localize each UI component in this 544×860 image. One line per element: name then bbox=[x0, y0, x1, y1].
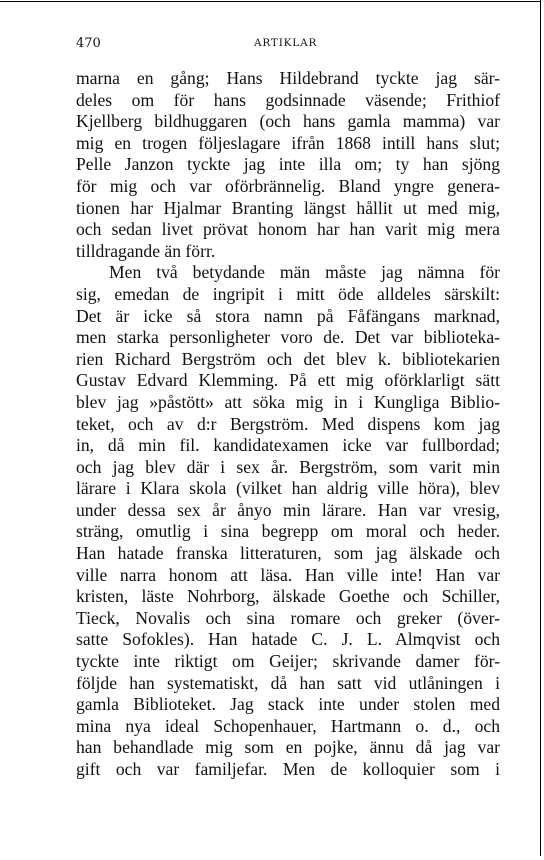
text-line: lärare i Klara skola (vilket han aldrig ville höra), blev bbox=[76, 478, 500, 499]
top-border-rule bbox=[0, 1, 541, 2]
text-line: in, då min fil. kandidatexamen icke var fullbordad; bbox=[76, 435, 500, 456]
text-line: gift och var familjefar. Men de kolloquier som i bbox=[76, 759, 500, 779]
text-line: följde han systematiskt, då han satt vid utlåningen i bbox=[76, 672, 500, 693]
text-line: Det är icke så stora namn på Fåfängans marknad, bbox=[76, 305, 500, 326]
text-line: under dessa sex år ånyo min lärare. Han var vresig, bbox=[76, 499, 500, 520]
text-line: mig en trogen följeslagare ifrån 1868 intill hans slut; bbox=[76, 132, 500, 153]
text-line: gamla Biblioteket. Jag stack inte under stolen med bbox=[76, 694, 500, 715]
paragraph-start-line: Men två betydande män måste jag nämna för bbox=[109, 262, 500, 283]
text-line: Kjellberg bildhuggaren (och hans gamla mamma) var bbox=[76, 111, 500, 132]
text-line: ville narra honom att läsa. Han ville inte! Han var bbox=[76, 564, 500, 585]
text-line: deles om för hans godsinnade väsende; Frithiof bbox=[76, 89, 500, 110]
text-line: sig, emedan de ingripit i mitt öde alldeles särskilt: bbox=[76, 283, 500, 304]
text-line: Gustav Edvard Klemming. På ett mig oförklarligt sätt bbox=[76, 370, 500, 391]
text-line: Tieck, Novalis och sina romare och greker (över- bbox=[76, 607, 500, 628]
text-line: kristen, läste Nohrborg, älskade Goethe och Schiller, bbox=[76, 586, 500, 607]
text-line: Han hatade franska litteraturen, som jag älskade och bbox=[76, 543, 500, 564]
text-line: teket, och av d:r Bergström. Med dispens kom jag bbox=[76, 413, 500, 434]
page-number: 470 bbox=[76, 36, 101, 51]
text-line: och sedan livet prövat honom har han varit mig mera bbox=[76, 219, 500, 240]
text-line: Pelle Janzon tyckte jag inte illa om; ty han sjöng bbox=[76, 154, 500, 175]
paragraph-end-line: tilldragande än förr. bbox=[76, 240, 216, 261]
text-line: sträng, omutlig i sina begrepp om moral och heder. bbox=[76, 521, 500, 542]
text-line: tionen har Hjalmar Branting längst hållit ut med mig, bbox=[76, 197, 500, 218]
body-text bbox=[76, 68, 500, 781]
text-line: satte Sofokles). Han hatade C. J. L. Almqvist och bbox=[76, 629, 500, 650]
text-line: marna en gång; Hans Hildebrand tyckte jag sär- bbox=[76, 68, 500, 88]
text-line: mina nya ideal Schopenhauer, Hartmann o. d., och bbox=[76, 715, 500, 736]
text-line: och jag blev där i sex år. Bergström, som varit min bbox=[76, 456, 500, 477]
text-line: tyckte inte riktigt om Geijer; skrivande damer för- bbox=[76, 651, 500, 672]
text-line: rien Richard Bergström och det blev k. bibliotekarien bbox=[76, 348, 500, 369]
text-line: blev jag »påstött» att söka mig in i Kungliga Biblio- bbox=[76, 391, 500, 412]
text-line: men starka personligheter voro de. Det var biblioteka- bbox=[76, 327, 500, 348]
running-head: ARTIKLAR bbox=[254, 37, 318, 49]
right-border-rule bbox=[540, 0, 541, 856]
text-line: han behandlade mig som en pojke, ännu då jag var bbox=[76, 737, 500, 758]
text-line: för mig och var oförbrännelig. Bland yngre genera- bbox=[76, 175, 500, 196]
page-header bbox=[0, 36, 544, 56]
